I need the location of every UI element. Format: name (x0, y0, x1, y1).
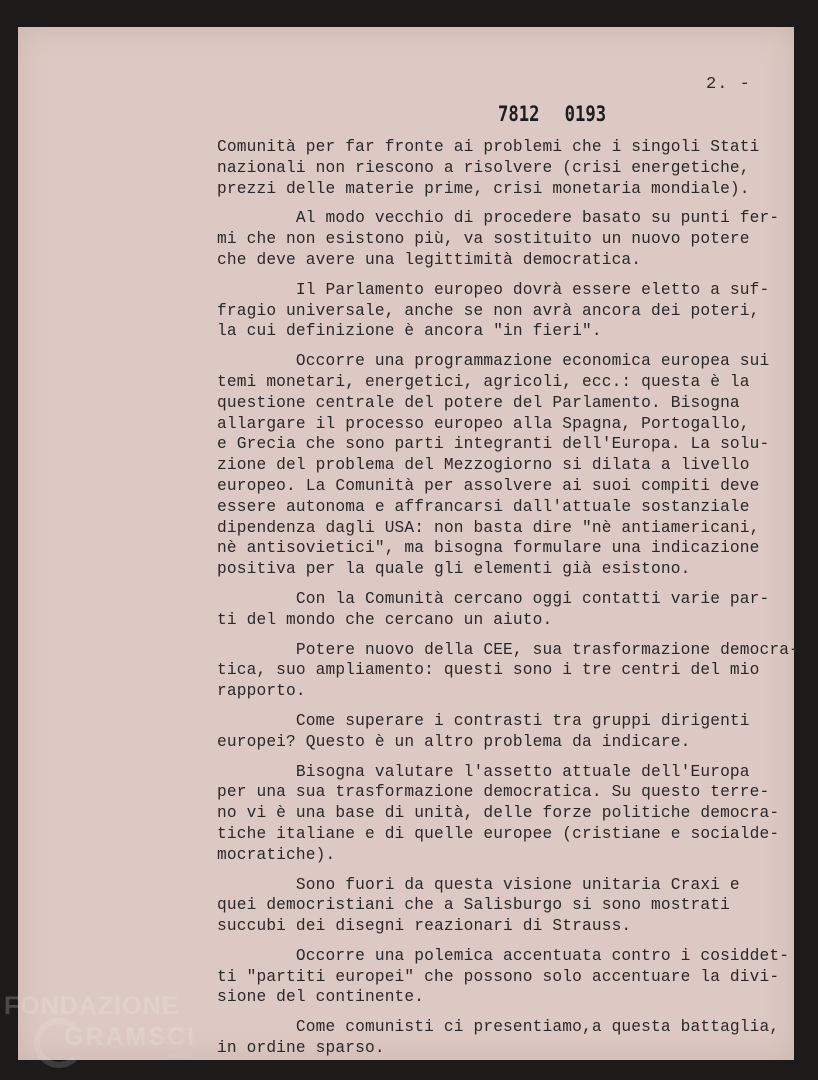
text-line: ti "partiti europei" che possono solo accentuare la divi- (217, 967, 780, 986)
text-line: Il Parlamento europeo dovrà essere eletto a suf- (217, 280, 770, 299)
paragraph (217, 208, 780, 270)
text-line: Occorre una polemica accentuata contro i cosiddet- (217, 946, 790, 965)
text-line: Con la Comunità cercano oggi contatti varie par- (217, 589, 770, 608)
text-line: nazionali non riescono a risolvere (crisi energetiche, (217, 158, 750, 177)
text-line: europeo. La Comunità per assolvere ai suoi compiti deve (217, 476, 760, 495)
paragraph (217, 351, 777, 580)
text-line: zione del problema del Mezzogiorno si dilata a livello (217, 456, 750, 475)
text-line: dipendenza dagli USA: non basta dire "nè antiamericani, (217, 518, 760, 537)
text-line: fragio universale, anche se non avrà ancora dei poteri, (217, 301, 760, 320)
text-line: che deve avere una legittimità democratica. (217, 250, 642, 269)
document-body (217, 137, 799, 1059)
paragraph (217, 762, 780, 866)
watermark-line1: FONDAZIONE (4, 992, 180, 1020)
fondazione-gramsci-watermark (4, 992, 197, 1060)
text-line: Come comunisti ci presentiamo,a questa battaglia, (217, 1018, 780, 1037)
text-line: quei democristiani che a Salisburgo si sono mostrati (217, 896, 730, 915)
text-line: e Grecia che sono parti integranti dell'Europa. La solu- (217, 435, 770, 454)
page-number: 2. - (706, 75, 751, 94)
text-line: tiche italiane e di quelle europee (cristiane e socialde- (217, 824, 780, 843)
text-line: mocratiche). (217, 845, 336, 864)
text-line: per una sua trasformazione democratica. Su questo terre- (217, 783, 770, 802)
watermark-line2: GRAMSCI (64, 1023, 197, 1051)
text-line: prezzi delle materie prime, crisi monetaria mondiale). (217, 179, 750, 198)
watermark-suffix: onlus (168, 1050, 195, 1060)
text-line: Bisogna valutare l'assetto attuale dell'Europa (217, 762, 750, 781)
text-line: sione del continente. (217, 988, 425, 1007)
text-line: nè antisovietici", ma bisogna formulare una indicazione (217, 539, 760, 558)
text-line: succubi dei disegni reazionari di Strauss. (217, 917, 632, 936)
paragraph (217, 711, 777, 753)
paragraph (217, 1017, 780, 1059)
text-line: Al modo vecchio di procedere basato su punti fer- (217, 209, 780, 228)
text-line: Come superare i contrasti tra gruppi dirigenti (217, 711, 750, 730)
text-line: mi che non esistono più, va sostituito un nuovo potere (217, 230, 750, 249)
text-line: ti del mondo che cercano un aiuto. (217, 610, 553, 629)
text-line: tica, suo ampliamento: questi sono i tre centri del mio (217, 661, 760, 680)
paragraph (217, 946, 790, 1008)
text-line: europei? Questo è un altro problema da indicare. (217, 732, 691, 751)
paragraph (217, 640, 799, 702)
text-line: rapporto. (217, 682, 306, 701)
text-line: temi monetari, energetici, agricoli, ecc.: questa è la (217, 372, 750, 391)
text-line: la cui definizione è ancora "in fieri". (217, 322, 602, 341)
archive-stamp-number: 7812 0193 (498, 102, 607, 126)
paragraph (217, 875, 777, 937)
text-line: positiva per la quale gli elementi già esistono. (217, 560, 691, 579)
text-line: Sono fuori da questa visione unitaria Craxi e (217, 875, 740, 894)
paragraph (217, 589, 777, 631)
text-line: in ordine sparso. (217, 1039, 385, 1058)
paragraph (217, 280, 777, 342)
text-line: Comunità per far fronte ai problemi che i singoli Stati (217, 138, 760, 156)
text-line: questione centrale del potere del Parlamento. Bisogna (217, 393, 740, 412)
text-line: no vi è una base di unità, delle forze politiche democra- (217, 804, 780, 823)
text-line: Potere nuovo della CEE, sua trasformazione democra- (217, 640, 799, 659)
text-line: essere autonoma e affrancarsi dall'attuale sostanziale (217, 497, 750, 516)
text-line: allargare il processo europeo alla Spagna, Portogallo, (217, 414, 750, 433)
text-line: Occorre una programmazione economica europea sui (217, 352, 770, 371)
paragraph (217, 137, 777, 199)
